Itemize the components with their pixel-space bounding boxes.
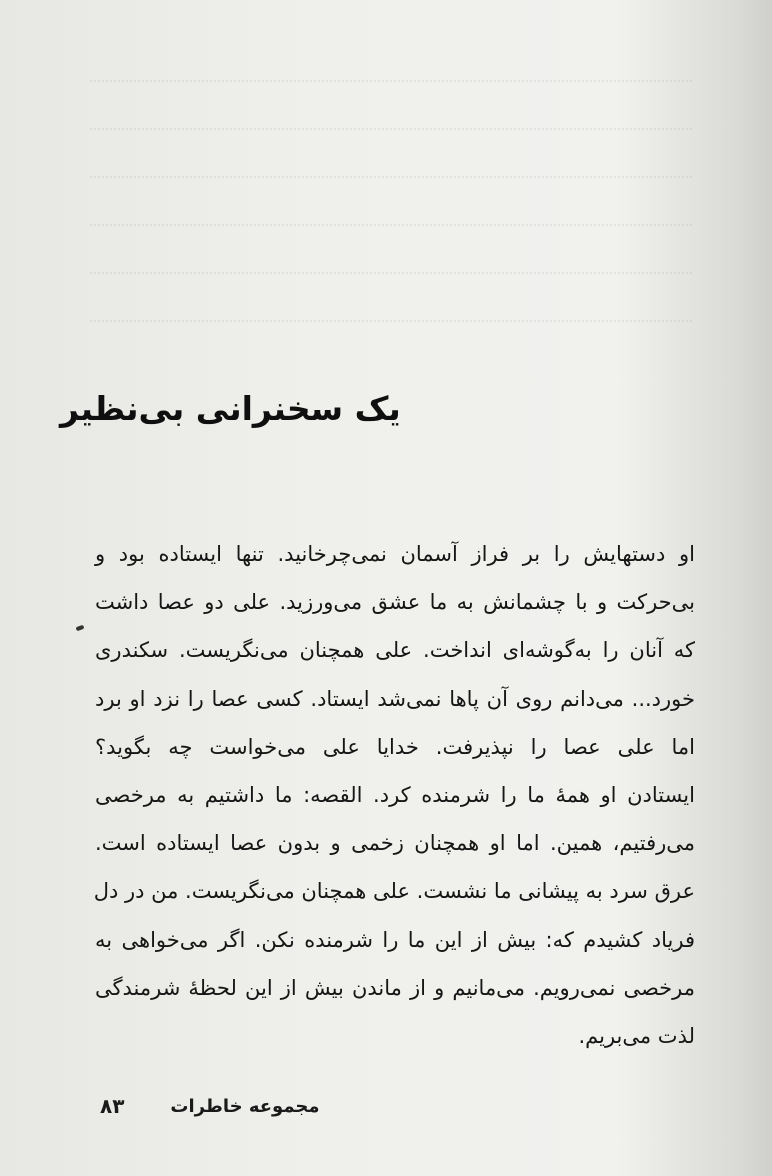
margin-mark [76,625,85,631]
paragraph-line: لذت می‌بریم. [578,1024,695,1049]
page-footer [100,1088,520,1124]
paragraph-line: اما علی عصا را نپذیرفت. خدایا علی می‌خواست چه بگوید؟ [95,734,695,759]
paragraph-line: او دستهایش را بر فراز آسمان نمی‌چرخانید. تنها ایستاده بود و [95,542,695,566]
bleed-through-line [90,166,692,178]
bleed-through-line [90,214,692,226]
paragraph-line: خورد... می‌دانم روی آن پاها نمی‌شد ایستاد. کسی عصا را نزد او برد [95,686,695,711]
page-number: ۸۳ [100,1094,125,1118]
bleed-through-line [90,310,692,322]
bleed-through-line [90,262,692,274]
paragraph-line: می‌رفتیم، همین. اما او همچنان زخمی و بدون عصا ایستاده است. [95,831,695,856]
paragraph-line: ایستادن او همهٔ ما را شرمنده کرد. القصه: ما داشتیم به مرخصی [95,783,695,808]
paragraph-line: مرخصی نمی‌رویم. می‌مانیم و از ماندن بیش از این لحظهٔ شرمندگی [95,975,695,1000]
bleed-through-line [90,118,692,130]
bleed-through-line [90,70,692,82]
paragraph-line: که آنان را به‌گوشه‌ای انداخت. علی همچنان می‌نگریست. سکندری [95,638,695,663]
paragraph-line: بی‌حرکت و با چشمانش به ما عشق می‌ورزید. علی دو عصا داشت [95,590,695,615]
paragraph-line: فریاد کشیدم که: بیش از این ما را شرمنده نکن. اگر می‌خواهی به [95,927,695,952]
book-title: مجموعه خاطرات [170,1095,320,1117]
paragraph-line: عرق سرد به پیشانی ما نشست. علی همچنان می‌نگریست. من در دل [93,879,695,904]
chapter-heading [60,378,700,438]
body-paragraph [95,530,695,1060]
chapter-title: یک سخنرانی بی‌نظیر [60,388,401,428]
